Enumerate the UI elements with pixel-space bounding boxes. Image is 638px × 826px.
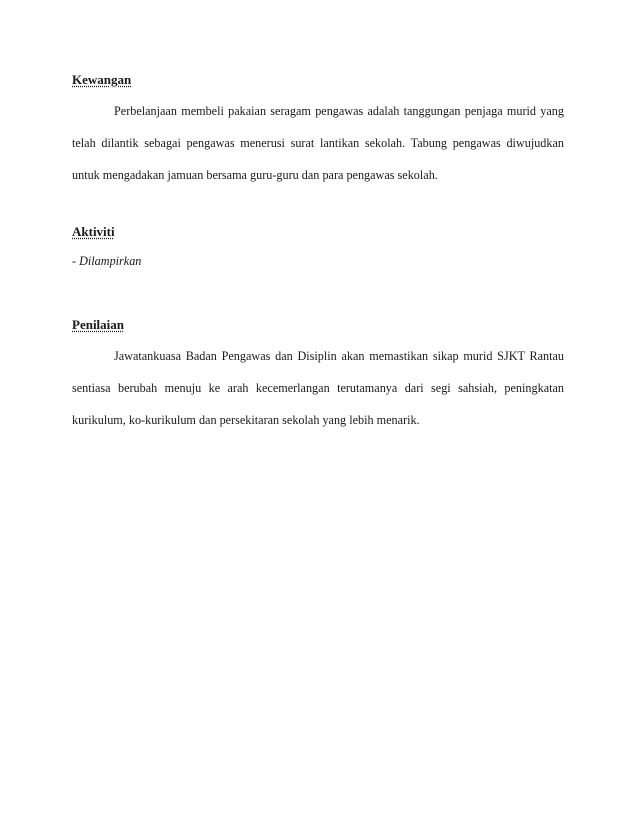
section-body-aktiviti: - Dilampirkan [72, 254, 142, 268]
section-aktiviti [72, 222, 564, 277]
section-heading-penilaian: Penilaian [72, 317, 125, 332]
section-kewangan [72, 70, 564, 191]
section-body-kewangan [72, 95, 564, 191]
section-body-penilaian [72, 340, 564, 436]
section-penilaian [72, 315, 564, 436]
section-heading-aktiviti: Aktiviti [72, 224, 115, 239]
penilaian-text: Jawatankuasa Badan Pengawas dan Disiplin akan memastikan sikap murid SJKT Rantau sentiasa berubah menuju ke arah kecemerlangan terutamanya dari segi sahsiah, peningkatan kurikulum, ko-kurikulum dan persekitaran sekolah yang lebih menarik. [72, 349, 564, 427]
kewangan-text: Perbelanjaan membeli pakaian seragam pengawas adalah tanggungan penjaga murid yang telah dilantik sebagai pengawas menerusi surat lantikan sekolah. Tabung pengawas diwujudkan untuk mengadakan jamuan bersama guru-guru dan para pengawas sekolah. [72, 104, 564, 182]
document-content [72, 70, 564, 436]
section-heading-kewangan: Kewangan [72, 72, 132, 87]
